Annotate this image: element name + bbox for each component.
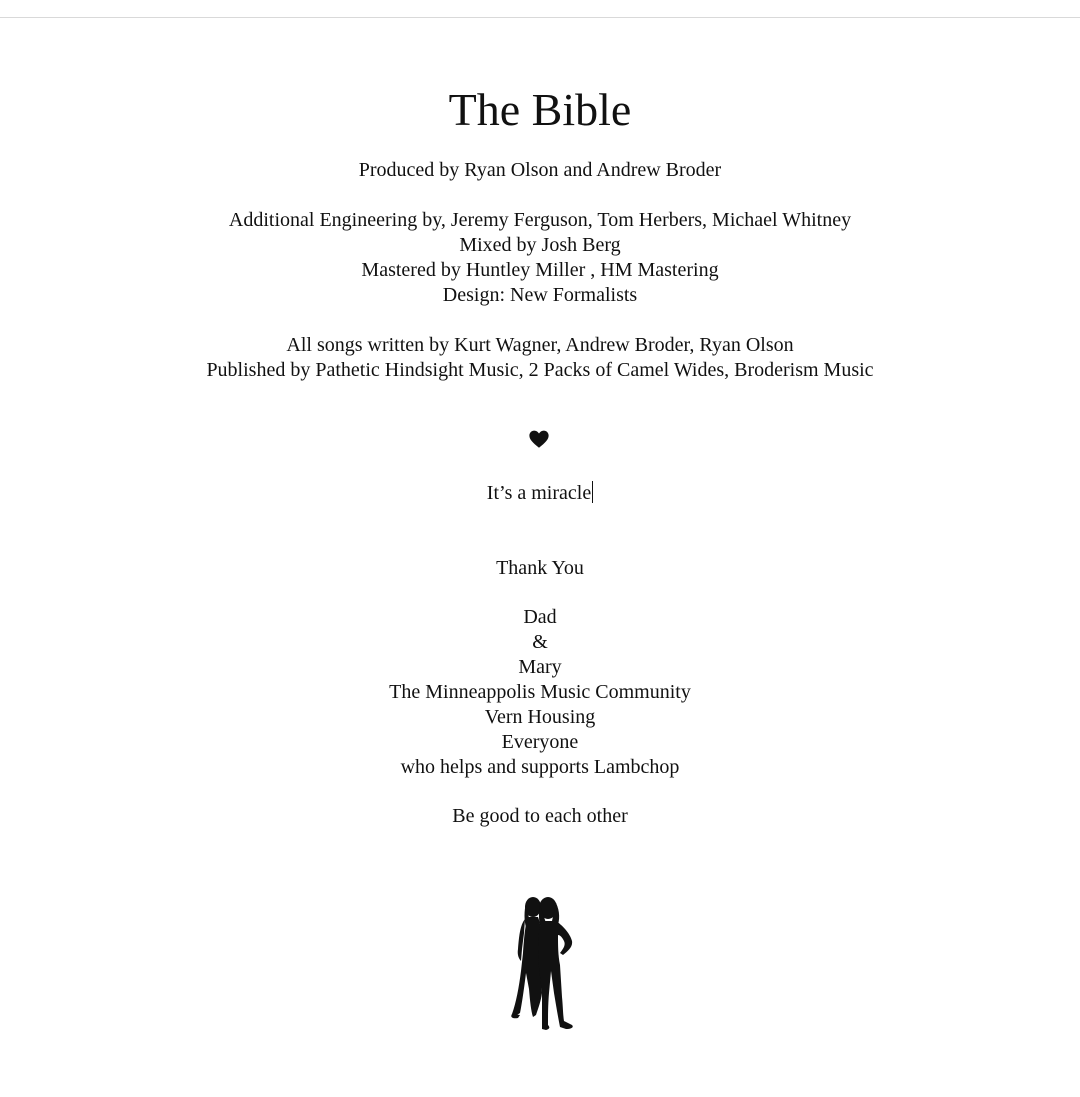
thanks-item: The Minneappolis Music Community bbox=[389, 681, 691, 703]
silhouette-figures-icon bbox=[500, 893, 580, 1035]
thanks-item: Dad bbox=[523, 606, 557, 628]
thanks-item: & bbox=[532, 631, 548, 653]
thanks-item: Mary bbox=[518, 656, 562, 678]
design-line: Design: New Formalists bbox=[442, 284, 638, 306]
thanks-item: Everyone bbox=[501, 731, 579, 753]
published-by-line: Published by Pathetic Hindsight Music, 2 Packs of Camel Wides, Broderism Music bbox=[206, 359, 874, 381]
miracle-text: It’s a miracle bbox=[486, 482, 592, 504]
songs-written-line: All songs written by Kurt Wagner, Andrew Broder, Ryan Olson bbox=[286, 334, 794, 356]
thank-you-heading: Thank You bbox=[496, 557, 584, 579]
produced-by-line: Produced by Ryan Olson and Andrew Broder bbox=[358, 159, 722, 181]
mixed-by-line: Mixed by Josh Berg bbox=[459, 234, 621, 256]
closing-line: Be good to each other bbox=[452, 805, 628, 827]
mastered-by-line: Mastered by Huntley Miller , HM Mastering bbox=[361, 259, 719, 281]
top-divider bbox=[0, 17, 1080, 18]
text-cursor bbox=[592, 481, 593, 503]
thanks-item: who helps and supports Lambchop bbox=[400, 756, 680, 778]
page-title: The Bible bbox=[448, 84, 632, 135]
heart-icon bbox=[528, 428, 550, 450]
miracle-line[interactable] bbox=[0, 481, 1080, 506]
thanks-item: Vern Housing bbox=[484, 706, 596, 728]
additional-engineering-line: Additional Engineering by, Jeremy Ferguson, Tom Herbers, Michael Whitney bbox=[228, 209, 852, 231]
